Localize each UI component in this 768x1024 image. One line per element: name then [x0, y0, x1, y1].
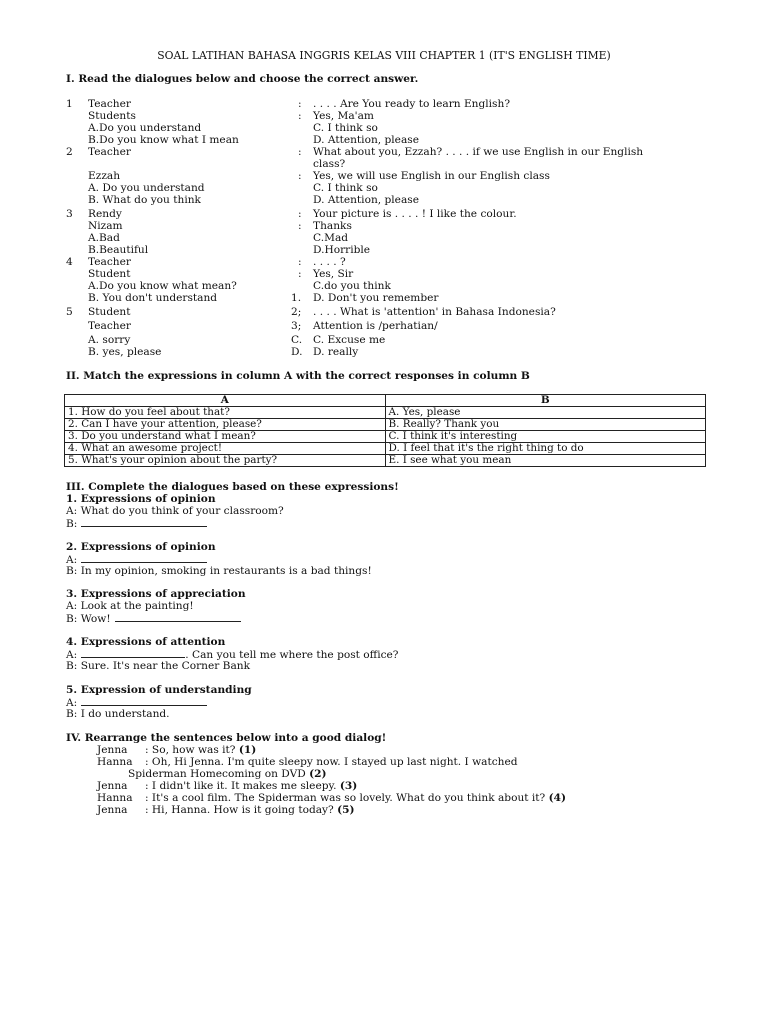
- sentence-number: (2): [309, 768, 327, 780]
- dialog-speaker: Jenna: [97, 780, 128, 792]
- dialogue-speaker: A.Do you understand: [88, 122, 202, 134]
- dialogue-text: . . . . Are You ready to learn English?: [313, 98, 510, 110]
- question-number: 5: [66, 306, 73, 318]
- answer-blank: [81, 553, 207, 563]
- answer-blank: [81, 696, 207, 706]
- expression-title: 5. Expression of understanding: [66, 684, 252, 696]
- dialog-text: : So, how was it?: [145, 744, 236, 756]
- expression-cell: 4. What an awesome project!: [65, 443, 386, 455]
- dialogue-speaker: A. sorry: [88, 334, 131, 346]
- table-row: [65, 443, 706, 455]
- separator: D.: [291, 346, 303, 358]
- dialogue-speaker: Students: [88, 110, 136, 122]
- dialog-text: : Hi, Hanna. How is it going today?: [145, 804, 334, 816]
- expression-cell: 3. Do you understand what I mean?: [65, 431, 386, 443]
- table-row: [65, 407, 706, 419]
- section-3-heading: III. Complete the dialogues based on these expressions!: [66, 481, 399, 493]
- expression-title: 2. Expressions of opinion: [66, 541, 216, 553]
- table-row: [65, 431, 706, 443]
- dialogue-speaker: B.Beautiful: [88, 244, 149, 256]
- column-a-header: A: [65, 395, 386, 407]
- dialog-line: [145, 792, 566, 804]
- line-b-text: B: I do understand.: [66, 708, 170, 720]
- line-a-text: A: Look at the painting!: [66, 600, 194, 612]
- sentence-number: (3): [339, 780, 358, 792]
- expression-title: 3. Expressions of appreciation: [66, 588, 246, 600]
- dialogue-speaker: Nizam: [88, 220, 123, 232]
- line-a-suffix: . Can you tell me where the post office?: [185, 649, 399, 661]
- dialog-speaker: Hanna: [97, 792, 133, 804]
- sentence-number: (4): [548, 792, 567, 804]
- dialogue-line-b: [66, 517, 207, 530]
- separator: :: [298, 110, 302, 122]
- dialogue-speaker: Teacher: [88, 146, 131, 158]
- expression-cell: 1. How do you feel about that?: [65, 407, 386, 419]
- dialogue-speaker: Teacher: [88, 256, 131, 268]
- answer-blank: [81, 648, 185, 658]
- question-number: 2: [66, 146, 73, 158]
- sentence-number: (5): [337, 804, 355, 816]
- dialogue-line-a: [66, 505, 284, 517]
- dialogue-speaker: B. You don't understand: [88, 292, 218, 304]
- dialogue-text: C. I think so: [313, 122, 378, 134]
- separator: :: [298, 98, 302, 110]
- separator: C.: [291, 334, 303, 346]
- dialogue-speaker: B. yes, please: [88, 346, 162, 358]
- dialogue-text: class?: [313, 158, 346, 170]
- dialog-speaker: Jenna: [97, 744, 128, 756]
- separator: :: [298, 256, 302, 268]
- line-a-text: A:: [66, 697, 78, 709]
- answer-blank: [115, 612, 241, 622]
- dialogue-speaker: Rendy: [88, 208, 122, 220]
- response-cell: A. Yes, please: [385, 407, 706, 419]
- dialogue-text: C. I think so: [313, 182, 378, 194]
- line-a-text: A:: [66, 649, 78, 661]
- dialogue-speaker: Teacher: [88, 98, 131, 110]
- dialogue-line-a: [66, 600, 194, 612]
- dialogue-text: D. Attention, please: [313, 134, 419, 146]
- dialogue-speaker: A.Do you know what mean?: [88, 280, 237, 292]
- dialogue-line-b: [66, 612, 241, 625]
- section-1-heading: I. Read the dialogues below and choose the correct answer.: [66, 73, 419, 85]
- dialogue-text: Yes, Sir: [313, 268, 354, 280]
- dialogue-text: Attention is /perhatian/: [313, 320, 438, 332]
- dialogue-speaker: Student: [88, 268, 131, 280]
- expression-cell: 2. Can I have your attention, please?: [65, 419, 386, 431]
- dialogue-text: Thanks: [313, 220, 352, 232]
- separator: 3;: [291, 320, 302, 332]
- dialog-text: : It's a cool film. The Spiderman was so lovely. What do you think about it?: [145, 792, 546, 804]
- dialog-text: Spiderman Homecoming on DVD: [128, 768, 306, 780]
- matching-table: [64, 394, 706, 467]
- separator: :: [298, 208, 302, 220]
- dialogue-text: C. Excuse me: [313, 334, 386, 346]
- dialog-speaker: Hanna: [97, 756, 133, 768]
- dialogue-text: . . . . What is 'attention' in Bahasa Indonesia?: [313, 306, 556, 318]
- dialogue-line-b: [66, 708, 170, 720]
- sentence-number: (1): [238, 744, 257, 756]
- separator: :: [298, 268, 302, 280]
- table-row: [65, 419, 706, 431]
- dialogue-text: Yes, we will use English in our English class: [313, 170, 550, 182]
- column-b-header: B: [385, 395, 706, 407]
- section-4-heading: IV. Rearrange the sentences below into a good dialog!: [66, 732, 387, 744]
- question-number: 4: [66, 256, 73, 268]
- line-a-text: A: What do you think of your classroom?: [66, 505, 284, 517]
- dialog-line: [128, 768, 327, 780]
- dialogue-text: D. Attention, please: [313, 194, 419, 206]
- line-a-text: A:: [66, 554, 78, 566]
- dialogue-speaker: Ezzah: [88, 170, 121, 182]
- question-number: 3: [66, 208, 73, 220]
- question-number: 1: [66, 98, 73, 110]
- dialogue-text: D. Don't you remember: [313, 292, 439, 304]
- dialogue-speaker: Student: [88, 306, 131, 318]
- dialog-speaker: Jenna: [97, 804, 128, 816]
- line-b-text: B: In my opinion, smoking in restaurants is a bad things!: [66, 565, 372, 577]
- line-b-text: B:: [66, 518, 78, 530]
- dialogue-text: D.Horrible: [313, 244, 371, 256]
- line-b-text: B: Sure. It's near the Corner Bank: [66, 660, 250, 672]
- dialogue-speaker: Teacher: [88, 320, 131, 332]
- dialogue-speaker: B. What do you think: [88, 194, 201, 206]
- dialogue-text: Your picture is . . . . ! I like the colour.: [313, 208, 517, 220]
- dialog-text: : Oh, Hi Jenna. I'm quite sleepy now. I stayed up last night. I watched: [145, 756, 518, 768]
- dialogue-speaker: A. Do you understand: [88, 182, 205, 194]
- dialogue-speaker: A.Bad: [88, 232, 120, 244]
- dialogue-speaker: B.Do you know what I mean: [88, 134, 239, 146]
- dialogue-text: Yes, Ma'am: [313, 110, 374, 122]
- expression-title: 4. Expressions of attention: [66, 636, 226, 648]
- dialog-line: [145, 756, 518, 768]
- separator: :: [298, 170, 302, 182]
- dialogue-line-b: [66, 660, 250, 672]
- expression-cell: 5. What's your opinion about the party?: [65, 455, 386, 467]
- response-cell: D. I feel that it's the right thing to do: [385, 443, 706, 455]
- answer-blank: [81, 517, 207, 527]
- dialogue-text: What about you, Ezzah? . . . . if we use English in our English: [313, 146, 644, 158]
- response-cell: B. Really? Thank you: [385, 419, 706, 431]
- page-title: SOAL LATIHAN BAHASA INGGRIS KELAS VIII CHAPTER 1 (IT'S ENGLISH TIME): [157, 49, 611, 62]
- dialog-line: [145, 744, 256, 756]
- dialog-line: [145, 780, 357, 792]
- line-b-text: B: Wow!: [66, 613, 111, 625]
- expression-title: 1. Expressions of opinion: [66, 493, 216, 505]
- separator: 1.: [291, 292, 302, 304]
- separator: :: [298, 220, 302, 232]
- separator: :: [298, 146, 302, 158]
- dialogue-text: C.Mad: [313, 232, 349, 244]
- separator: 2;: [291, 306, 302, 318]
- dialogue-text: D. really: [313, 346, 359, 358]
- response-cell: C. I think it's interesting: [385, 431, 706, 443]
- dialogue-text: C.do you think: [313, 280, 391, 292]
- dialog-line: [145, 804, 355, 816]
- response-cell: E. I see what you mean: [385, 455, 706, 467]
- dialog-text: : I didn't like it. It makes me sleepy.: [145, 780, 337, 792]
- section-2-heading: II. Match the expressions in column A with the correct responses in column B: [66, 370, 530, 382]
- dialogue-line-b: [66, 565, 372, 577]
- table-row: [65, 455, 706, 467]
- dialogue-text: . . . . ?: [313, 256, 346, 268]
